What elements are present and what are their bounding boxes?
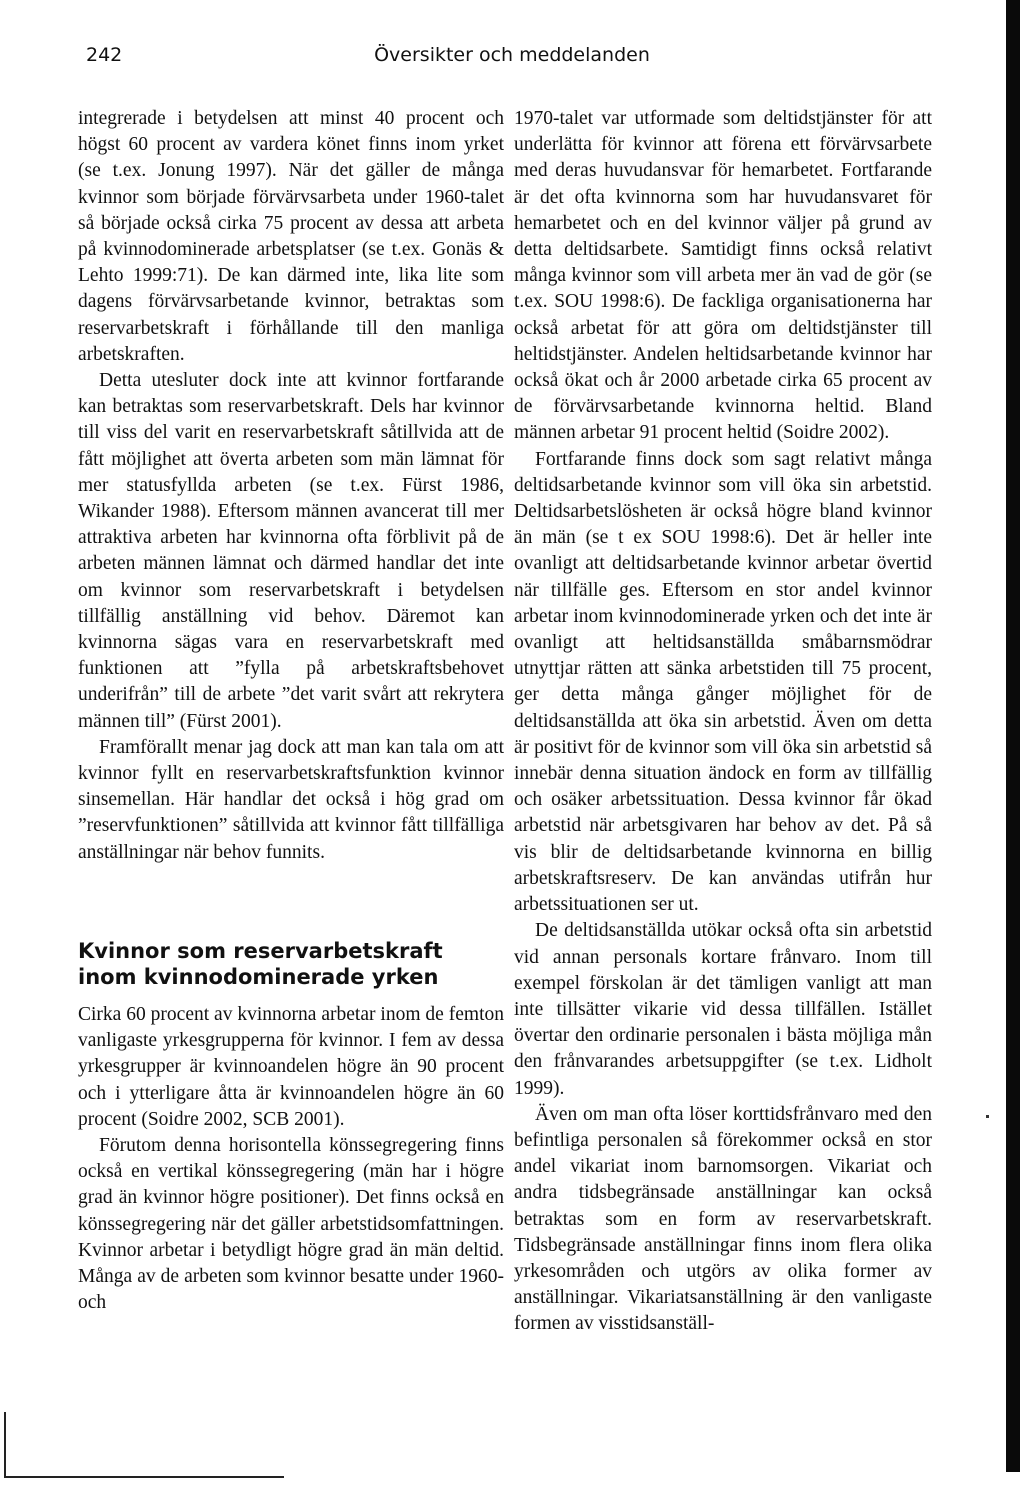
- paragraph: Förutom denna horisontella könssegregering finns också en vertikal könssegregering (män har i högre grad än kvinnor högre positioner). Det finns också en könssegregering när det gäller arbetstidsomfattningen. Kvinnor arbetar i betydligt högre grad än män deltid. Många av de arbeten som kvinnor besatte under 1960- och: [78, 1134, 504, 1314]
- paragraph: integrerade i betydelsen att minst 40 procent och högst 60 procent av vardera könet finns inom yrket (se t.ex. Jonung 1997). När det gäller de många kvinnor som började förvärvsarbeta under 1960-talet så började också cirka 75 procent av dessa att arbeta på kvinnodominerade arbetsplatser (se t.ex. Gonäs & Lehto 1999:71). De kan därmed inte, lika lite som dagens förvärvsarbetande kvinnor, betraktas som reservarbetskraft i förhållande till den manliga arbetskraften.: [78, 108, 504, 365]
- paragraph: De deltidsanställda utökar också ofta sin arbetstid vid annan personals kortare frånvaro. Inom till exempel förskolan är det tämligen vanligt att man inte tillsätter vikarie vid dessa tillfällen. Istället övertar den ordinarie personalen i bästa möjliga mån den frånvarandes arbetsuppgifter (se t.ex. Lidholt 1999).: [514, 920, 932, 1099]
- paragraph: Fortfarande finns dock som sagt relativt många deltidsarbetande kvinnor som vill öka sin arbetstid. Deltidsarbetslösheten är också högre bland kvinnor än män (se t ex SOU 1998:6). Det är heller inte ovanligt att deltidsarbetande kvinnor arbetar övertid när tillfälle ges. Eftersom en stor andel kvinnor arbetar inom kvinnodominerade yrken och det inte är ovanligt att heltidsanställda småbarnsmödrar utnyttjar rätten att sänka arbetstiden till 75 procent, ger detta många gånger möjlighet för de deltidsanställda att öka sin arbetstid. Även om detta är positivt för de kvinnor som vill öka sin arbetstid så innebär denna situation ändock en form av tillfällig och osäker arbetssituation. Dessa kvinnor får ökad arbetstid när arbetsgivaren har behov av det. På så vis blir de deltidsarbetande kvinnorna en billig arbetskraftsreserv. De kan användas utifrån hur arbetssituationen ser ut.: [514, 448, 932, 916]
- crop-mark-vertical: [4, 1412, 6, 1478]
- paragraph: Cirka 60 procent av kvinnorna arbetar inom de femton vanligaste yrkesgrupperna för kvinnor. I fem av dessa yrkesgrupper är kvinnoandelen högre än 90 procent och i ytterligare åtta är kvinnoandelen högre än 60 procent (Soidre 2002, SCB 2001).: [78, 1003, 504, 1130]
- page-header: [0, 44, 1024, 74]
- paragraph: Framförallt menar jag dock att man kan tala om att kvinnor fyllt en reservarbetskraftsfunktion kvinnor sinsemellan. Här handlar det också i hög grad om ”reservfunktionen” såtillvida att kvinnor fått tillfälliga anställningar när behov funnits.: [78, 736, 504, 863]
- paragraph: Även om man ofta löser korttidsfrånvaro med den befintliga personalen så förekommer också en stor andel vikariat inom barnomsorgen. Vikariat och andra tidsbegränsade anställningar kan också betraktas som en form av reservarbetskraft. Tidsbegränsade anställningar finns inom flera olika yrkesområden och utgörs av olika former av anställningar. Vikariatsanställning är den vanligaste formen av visstidsanställ-: [514, 1103, 932, 1335]
- left-column: [78, 106, 504, 1316]
- crop-mark-horizontal: [4, 1476, 284, 1478]
- page-number: 242: [86, 44, 123, 66]
- paragraph: 1970-talet var utformade som deltidstjänster för att underlätta för kvinnor att förena ett förvärvsarbete med deras huvudansvar för hemarbetet. Fortfarande är det ofta kvinnorna som har huvudansvaret för hemarbetet och en del kvinnor väljer på grund av detta deltidsarbete. Samtidigt finns också relativt många kvinnor som vill arbeta mer än vad de gör (se t.ex. SOU 1998:6). De fackliga organisationerna har också arbetat för att göra om deltidstjänster till heltidstjänster. Andelen heltidsarbetande kvinnor har också ökat och år 2000 arbetade cirka 65 procent av de förvärvsarbetande kvinnorna heltid. Bland männen arbetar 91 procent heltid (Soidre 2002).: [514, 108, 932, 444]
- right-column: [514, 106, 932, 1338]
- scan-speck: [986, 1115, 989, 1118]
- section-heading: Kvinnor som reservarbetskraft inom kvinnodominerade yrken: [78, 938, 443, 989]
- running-head: Översikter och meddelanden: [374, 44, 650, 66]
- paragraph: Detta utesluter dock inte att kvinnor fortfarande kan betraktas som reservarbetskraft. Dels har kvinnor till viss del varit en reservarbetskraft såtillvida att de fått möjlighet att överta arbeten som män lämnat för mer statusfyllda arbeten (se t.ex. Fürst 1986, Wikander 1988). Eftersom männen avancerat till mer attraktiva arbeten har kvinnorna ofta förblivit på de arbeten männen lämnat och därmed handlar det inte om kvinnor som reservarbetskraft i betydelsen tillfällig anställning vid behov. Däremot kan kvinnorna sägas vara en reservarbetskraft med funktionen att ”fylla på arbetskraftsbehovet underifrån” till de arbete ”det varit svårt att rekrytera männen till” (Fürst 2001).: [78, 370, 504, 732]
- scan-edge-bar: [1006, 0, 1020, 1472]
